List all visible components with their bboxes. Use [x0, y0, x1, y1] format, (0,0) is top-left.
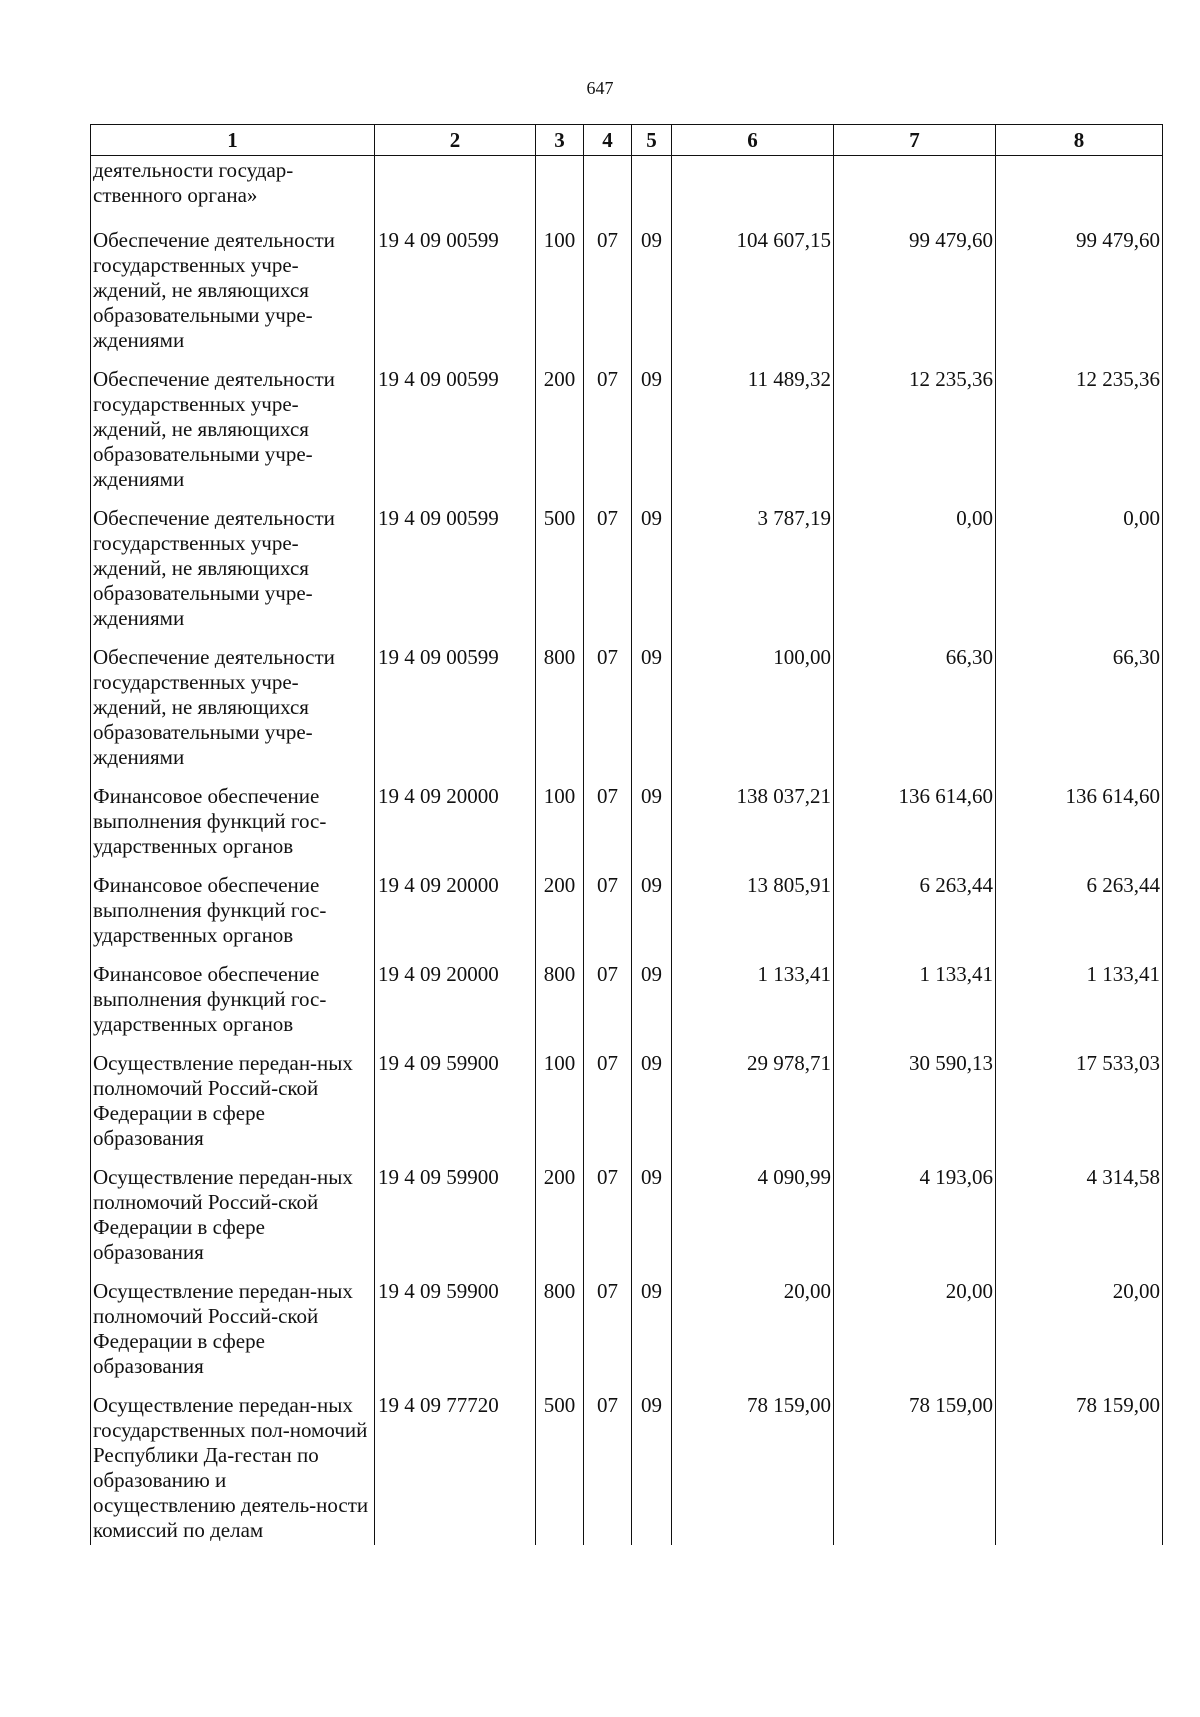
table-row: [91, 869, 1163, 958]
subsection-cell: 09: [632, 1047, 672, 1161]
expense-type-cell: 100: [536, 780, 584, 869]
amount-col7-cell: 0,00: [834, 502, 996, 641]
item-name-cell: Осуществление передан-ных полномочий Россий-ской Федерации в сфере образования: [91, 1161, 375, 1275]
expense-type-cell: 500: [536, 502, 584, 641]
empty-cell: [834, 156, 996, 225]
amount-col8-cell: 1 133,41: [996, 958, 1163, 1047]
expense-type-cell: 200: [536, 1161, 584, 1275]
section-cell: 07: [584, 502, 632, 641]
expense-type-cell: 100: [536, 224, 584, 363]
target-code-cell: 19 4 09 20000: [375, 869, 536, 958]
amount-col8-cell: 17 533,03: [996, 1047, 1163, 1161]
continuation-row: [91, 156, 1163, 225]
item-name-cell: Финансовое обеспечение выполнения функций гос-ударственных органов: [91, 869, 375, 958]
item-name-cell: Обеспечение деятельности государственных учре-ждений, не являющихся образовательными учре-ждениями: [91, 641, 375, 780]
subsection-cell: 09: [632, 641, 672, 780]
subsection-cell: 09: [632, 1389, 672, 1545]
empty-cell: [996, 156, 1163, 225]
empty-cell: [536, 156, 584, 225]
amount-col8-cell: 0,00: [996, 502, 1163, 641]
amount-col7-cell: 66,30: [834, 641, 996, 780]
amount-col8-cell: 66,30: [996, 641, 1163, 780]
page-number: 647: [586, 78, 614, 98]
item-name-cell: Осуществление передан-ных полномочий Россий-ской Федерации в сфере образования: [91, 1275, 375, 1389]
amount-col7-cell: 99 479,60: [834, 224, 996, 363]
table-body: [91, 156, 1163, 1546]
amount-col6-cell: 1 133,41: [672, 958, 834, 1047]
section-cell: 07: [584, 780, 632, 869]
amount-col6-cell: 11 489,32: [672, 363, 834, 502]
subsection-cell: 09: [632, 224, 672, 363]
section-cell: 07: [584, 1047, 632, 1161]
column-header-2: 2: [375, 125, 536, 156]
amount-col7-cell: 6 263,44: [834, 869, 996, 958]
target-code-cell: 19 4 09 00599: [375, 641, 536, 780]
amount-col7-cell: 136 614,60: [834, 780, 996, 869]
section-cell: 07: [584, 869, 632, 958]
subsection-cell: 09: [632, 502, 672, 641]
amount-col8-cell: 136 614,60: [996, 780, 1163, 869]
section-cell: 07: [584, 1161, 632, 1275]
empty-cell: [375, 156, 536, 225]
section-cell: 07: [584, 641, 632, 780]
table-row: [91, 1389, 1163, 1545]
column-header-6: 6: [672, 125, 834, 156]
section-cell: 07: [584, 363, 632, 502]
section-cell: 07: [584, 1389, 632, 1545]
table-row: [91, 1047, 1163, 1161]
subsection-cell: 09: [632, 363, 672, 502]
expense-type-cell: 100: [536, 1047, 584, 1161]
column-header-5: 5: [632, 125, 672, 156]
subsection-cell: 09: [632, 1161, 672, 1275]
item-name-cell: Обеспечение деятельности государственных учре-ждений, не являющихся образовательными учре-ждениями: [91, 224, 375, 363]
subsection-cell: 09: [632, 780, 672, 869]
amount-col8-cell: 12 235,36: [996, 363, 1163, 502]
amount-col8-cell: 99 479,60: [996, 224, 1163, 363]
section-cell: 07: [584, 1275, 632, 1389]
item-name-cell: Осуществление передан-ных полномочий Россий-ской Федерации в сфере образования: [91, 1047, 375, 1161]
table-row: [91, 641, 1163, 780]
target-code-cell: 19 4 09 20000: [375, 780, 536, 869]
amount-col8-cell: 6 263,44: [996, 869, 1163, 958]
amount-col7-cell: 78 159,00: [834, 1389, 996, 1545]
header-row: [91, 125, 1163, 156]
expense-type-cell: 800: [536, 958, 584, 1047]
target-code-cell: 19 4 09 00599: [375, 502, 536, 641]
item-name-cell: Обеспечение деятельности государственных учре-ждений, не являющихся образовательными учре-ждениями: [91, 502, 375, 641]
column-header-4: 4: [584, 125, 632, 156]
budget-table: [90, 124, 1163, 1545]
amount-col8-cell: 20,00: [996, 1275, 1163, 1389]
table-row: [91, 363, 1163, 502]
subsection-cell: 09: [632, 1275, 672, 1389]
amount-col6-cell: 4 090,99: [672, 1161, 834, 1275]
table-row: [91, 1275, 1163, 1389]
amount-col7-cell: 30 590,13: [834, 1047, 996, 1161]
amount-col8-cell: 4 314,58: [996, 1161, 1163, 1275]
amount-col8-cell: 78 159,00: [996, 1389, 1163, 1545]
amount-col7-cell: 12 235,36: [834, 363, 996, 502]
table-row: [91, 780, 1163, 869]
table-row: [91, 958, 1163, 1047]
table-row: [91, 1161, 1163, 1275]
empty-cell: [584, 156, 632, 225]
expense-type-cell: 200: [536, 363, 584, 502]
column-header-3: 3: [536, 125, 584, 156]
amount-col6-cell: 29 978,71: [672, 1047, 834, 1161]
amount-col6-cell: 78 159,00: [672, 1389, 834, 1545]
expense-type-cell: 500: [536, 1389, 584, 1545]
amount-col6-cell: 13 805,91: [672, 869, 834, 958]
amount-col6-cell: 104 607,15: [672, 224, 834, 363]
expense-type-cell: 800: [536, 641, 584, 780]
column-header-1: 1: [91, 125, 375, 156]
continuation-text: деятельности государ-ственного органа»: [91, 156, 375, 225]
target-code-cell: 19 4 09 00599: [375, 224, 536, 363]
target-code-cell: 19 4 09 59900: [375, 1047, 536, 1161]
empty-cell: [672, 156, 834, 225]
subsection-cell: 09: [632, 958, 672, 1047]
item-name-cell: Финансовое обеспечение выполнения функций гос-ударственных органов: [91, 958, 375, 1047]
amount-col6-cell: 20,00: [672, 1275, 834, 1389]
amount-col6-cell: 138 037,21: [672, 780, 834, 869]
expense-type-cell: 200: [536, 869, 584, 958]
amount-col7-cell: 1 133,41: [834, 958, 996, 1047]
target-code-cell: 19 4 09 77720: [375, 1389, 536, 1545]
column-header-8: 8: [996, 125, 1163, 156]
amount-col7-cell: 20,00: [834, 1275, 996, 1389]
subsection-cell: 09: [632, 869, 672, 958]
amount-col6-cell: 3 787,19: [672, 502, 834, 641]
section-cell: 07: [584, 224, 632, 363]
amount-col6-cell: 100,00: [672, 641, 834, 780]
target-code-cell: 19 4 09 00599: [375, 363, 536, 502]
target-code-cell: 19 4 09 59900: [375, 1161, 536, 1275]
section-cell: 07: [584, 958, 632, 1047]
empty-cell: [632, 156, 672, 225]
column-header-7: 7: [834, 125, 996, 156]
target-code-cell: 19 4 09 20000: [375, 958, 536, 1047]
target-code-cell: 19 4 09 59900: [375, 1275, 536, 1389]
item-name-cell: Осуществление передан-ных государственных пол-номочий Республики Да-гестан по образованию и осуществлению деятель-ности комиссий по делам: [91, 1389, 375, 1545]
amount-col7-cell: 4 193,06: [834, 1161, 996, 1275]
item-name-cell: Обеспечение деятельности государственных учре-ждений, не являющихся образовательными учре-ждениями: [91, 363, 375, 502]
table-row: [91, 502, 1163, 641]
item-name-cell: Финансовое обеспечение выполнения функций гос-ударственных органов: [91, 780, 375, 869]
table-row: [91, 224, 1163, 363]
expense-type-cell: 800: [536, 1275, 584, 1389]
